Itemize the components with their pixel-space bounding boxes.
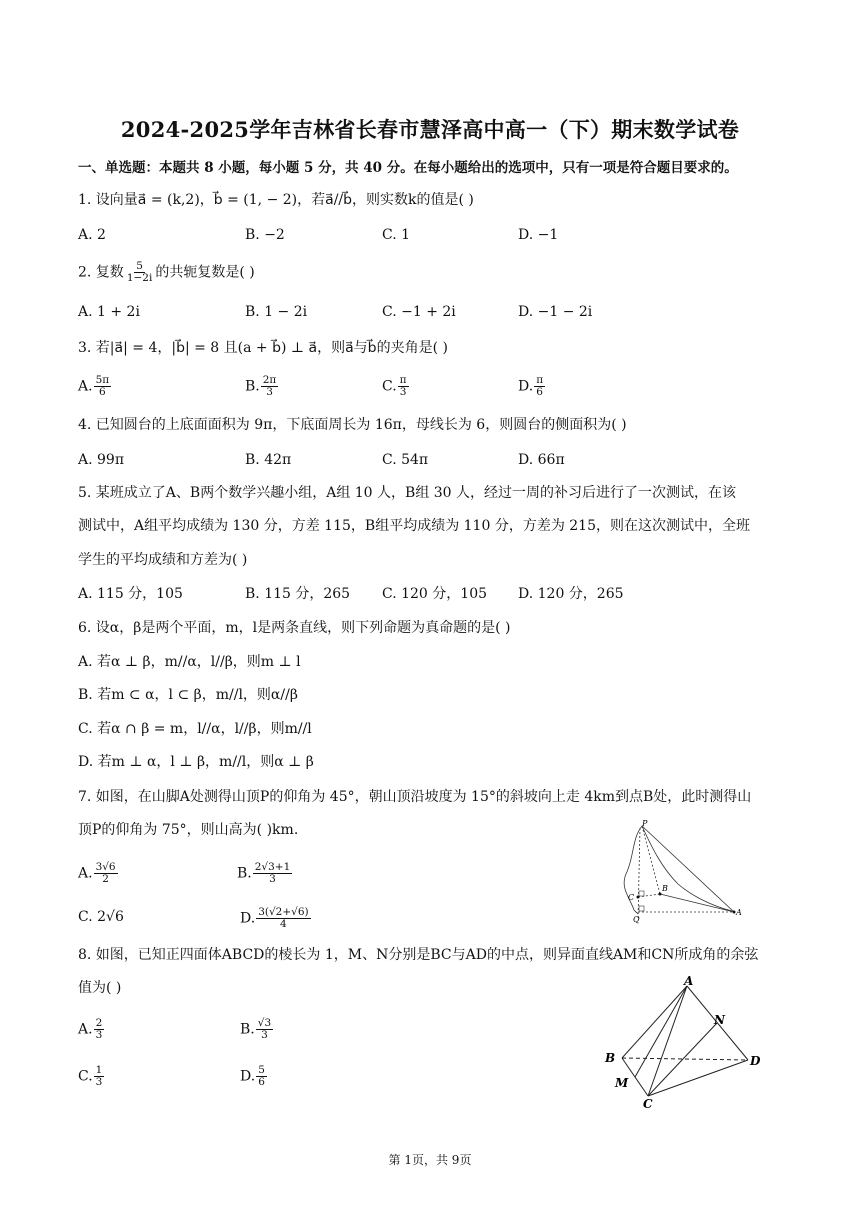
q8-option-c: C. $\frac{1}{3}$: [78, 1064, 103, 1088]
q3-option-c: C. $\frac{\pi}{3}$: [382, 374, 407, 398]
q6-option-b: B. 若m ⊂ α，l ⊂ β，m//l，则α//β: [78, 687, 298, 703]
section-heading: 一、单选题：本题共 8 小题，每小题 5 分，共 40 分。在每小题给出的选项中，只有一项是符合题目要求的。: [78, 160, 738, 176]
label-q: Q: [633, 915, 640, 924]
q6-option-a: A. 若α ⊥ β，m//α，l//β，则m ⊥ l: [78, 654, 301, 670]
label-b: B: [662, 884, 668, 893]
label-c: C: [643, 1097, 653, 1111]
q7-option-d: D. $\frac{3(√2+√6)}{4}$: [240, 906, 309, 930]
question-3-stem: 3. 若|a⃗| = 4，|b⃗| = 8 且(a + b⃗) ⊥ a⃗，则a⃗与b⃗的夹角是( ): [78, 340, 448, 356]
q5-option-a: A. 115 分，105: [78, 586, 183, 602]
question-6-stem: 6. 设α，β是两个平面，m，l是两条直线，则下列命题为真命题的是( ): [78, 620, 511, 636]
q7-option-a: A. $\frac{3√6}{2}$: [78, 861, 116, 885]
question-7-line-2: 顶P的仰角为 75°，则山高为( )km.: [78, 822, 299, 838]
q8-option-d: D. $\frac{5}{6}$: [240, 1064, 265, 1088]
q1-option-b: B. −2: [245, 227, 285, 243]
label-m: M: [615, 1076, 629, 1090]
tetrahedron-figure: [600, 976, 770, 1111]
q1-option-a: A. 2: [78, 227, 106, 243]
q2-option-d: D. −1 − 2i: [518, 304, 593, 320]
question-1-stem: 1. 设向量a⃗ = (k,2)，b⃗ = (1, − 2)，若a⃗//b⃗，则实数k的值是( ): [78, 192, 474, 208]
q3-option-b: B. $\frac{2\pi}{3}$: [245, 374, 277, 398]
q5-option-b: B. 115 分，265: [245, 586, 351, 602]
q4-option-d: D. 66π: [518, 452, 565, 468]
label-d: D: [750, 1054, 761, 1068]
question-4-stem: 4. 已知圆台的上底面面积为 9π，下底面周长为 16π，母线长为 6，则圆台的侧面积为( ): [78, 417, 627, 433]
q1-option-d: D. −1: [518, 227, 559, 243]
q6-option-d: D. 若m ⊥ α，l ⊥ β，m//l，则α ⊥ β: [78, 754, 314, 770]
question-5-line-3: 学生的平均成绩和方差为( ): [78, 552, 248, 568]
label-b: B: [605, 1051, 616, 1065]
question-8-line-1: 8. 如图，已知正四面体ABCD的棱长为 1，M、N分别是BC与AD的中点，则异面直线AM和CN所成角的余弦: [78, 947, 759, 963]
q8-option-a: A. $\frac{2}{3}$: [78, 1017, 103, 1041]
q2-option-b: B. 1 − 2i: [245, 304, 308, 320]
q4-option-b: B. 42π: [245, 452, 292, 468]
question-2-stem: 2. 复数 $\frac{5}{1-2i}$ 的共轭复数是( ): [78, 260, 255, 284]
label-a: A: [736, 908, 742, 917]
q4-option-c: C. 54π: [382, 452, 429, 468]
question-8-line-2: 值为( ): [78, 980, 122, 996]
q2-option-c: C. −1 + 2i: [382, 304, 456, 320]
page-title: 2024-2025学年吉林省长春市慧泽高中高一（下）期末数学试卷: [120, 117, 740, 142]
q7-option-c: C. 2√6: [78, 909, 124, 925]
label-a: A: [684, 976, 694, 988]
question-5-line-1: 5. 某班成立了A、B两个数学兴趣小组，A组 10 人，B组 30 人，经过一周的补习后进行了一次测试，在该: [78, 485, 737, 501]
q2-option-a: A. 1 + 2i: [78, 304, 140, 320]
label-n: N: [714, 1013, 725, 1027]
label-p: P: [642, 819, 648, 828]
q8-option-b: B. $\frac{√3}{3}$: [240, 1017, 272, 1041]
q3-option-d: D. $\frac{\pi}{6}$: [518, 374, 544, 398]
page-footer: 第 1页，共 9页: [388, 1153, 472, 1167]
q6-option-c: C. 若α ∩ β = m，l//α，l//β，则m//l: [78, 721, 312, 737]
label-c: C: [628, 893, 635, 902]
q1-option-c: C. 1: [382, 227, 411, 243]
q3-option-a: A. $\frac{5\pi}{6}$: [78, 374, 110, 398]
mountain-figure: [612, 818, 747, 924]
q5-option-c: C. 120 分，105: [382, 586, 488, 602]
q5-option-d: D. 120 分，265: [518, 586, 624, 602]
q4-option-a: A. 99π: [78, 452, 125, 468]
q7-option-b: B. $\frac{2√3+1}{3}$: [237, 861, 291, 885]
question-7-line-1: 7. 如图，在山脚A处测得山顶P的仰角为 45°，朝山顶沿坡度为 15°的斜坡向上走 4km到点B处，此时测得山: [78, 789, 752, 805]
question-5-line-2: 测试中，A组平均成绩为 130 分，方差 115，B组平均成绩为 110 分，方差为 215，则在这次测试中，全班: [78, 518, 750, 534]
